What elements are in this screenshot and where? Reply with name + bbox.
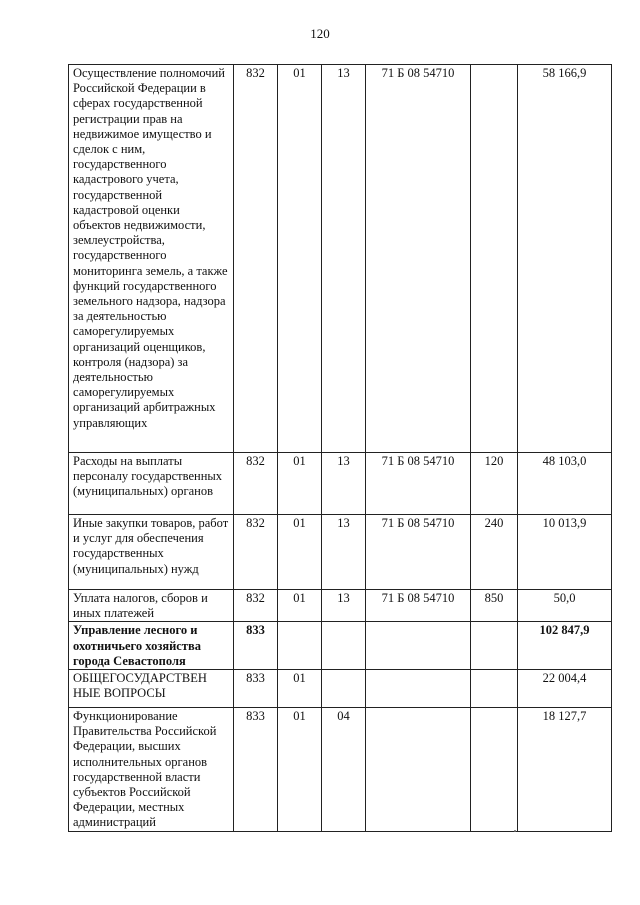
row-name: Функционирование Правительства Российской Федерации, высших исполнительных органов государственной власти субъектов Российской Федерации, местных администраций	[69, 708, 234, 832]
row-name: Иные закупки товаров, работ и услуг для обеспечения государственных (муниципальных) нужд	[69, 515, 234, 590]
table-row	[69, 708, 612, 832]
budget-table	[68, 64, 612, 832]
table-row	[69, 670, 612, 708]
row-subsection: 04	[322, 708, 366, 832]
row-subsection: 13	[322, 65, 366, 453]
row-section	[278, 622, 322, 670]
row-section: 01	[278, 515, 322, 590]
row-code: 833	[234, 622, 278, 670]
row-subsection: 13	[322, 590, 366, 622]
row-subsection	[322, 670, 366, 708]
row-subsection: 13	[322, 515, 366, 590]
row-code: 833	[234, 670, 278, 708]
row-amount: 18 127,7	[518, 708, 612, 832]
table-row	[69, 590, 612, 622]
row-section: 01	[278, 453, 322, 515]
row-name: Осуществление полномочий Российской Федерации в сферах государственной регистрации прав на недвижимое имущество и сделок с ним, государственного кадастрового учета, государственной кадастровой оценки объектов недвижимости, землеустройства, государственного мониторинга земель, а также функций государственного земельного надзора, надзора за деятельностью саморегулируемых организаций оценщиков, контроля (надзора) за деятельностью саморегулируемых организаций арбитражных управляющих	[69, 65, 234, 453]
row-amount: 48 103,0	[518, 453, 612, 515]
row-code: 832	[234, 515, 278, 590]
row-expense-type: 850	[471, 590, 518, 622]
row-target: 71 Б 08 54710	[366, 453, 471, 515]
row-expense-type	[471, 670, 518, 708]
row-code: 832	[234, 590, 278, 622]
row-subsection	[322, 622, 366, 670]
row-amount: 102 847,9	[518, 622, 612, 670]
row-section: 01	[278, 590, 322, 622]
row-section: 01	[278, 708, 322, 832]
row-target: 71 Б 08 54710	[366, 590, 471, 622]
row-expense-type	[471, 708, 518, 832]
row-target: 71 Б 08 54710	[366, 515, 471, 590]
row-section: 01	[278, 65, 322, 453]
row-section: 01	[278, 670, 322, 708]
scan-speck	[514, 830, 516, 832]
row-name: Уплата налогов, сборов и иных платежей	[69, 590, 234, 622]
row-name: ОБЩЕГОСУДАРСТВЕН НЫЕ ВОПРОСЫ	[69, 670, 234, 708]
row-code: 832	[234, 65, 278, 453]
table-row	[69, 515, 612, 590]
row-target	[366, 708, 471, 832]
row-expense-type: 120	[471, 453, 518, 515]
row-amount: 10 013,9	[518, 515, 612, 590]
row-name: Расходы на выплаты персоналу государственных (муниципальных) органов	[69, 453, 234, 515]
row-expense-type	[471, 622, 518, 670]
page-number: 120	[310, 26, 330, 41]
table-row	[69, 622, 612, 670]
row-expense-type: 240	[471, 515, 518, 590]
row-code: 833	[234, 708, 278, 832]
row-code: 832	[234, 453, 278, 515]
row-target	[366, 622, 471, 670]
row-subsection: 13	[322, 453, 366, 515]
row-amount: 22 004,4	[518, 670, 612, 708]
table-row	[69, 453, 612, 515]
row-name: Управление лесного и охотничьего хозяйства города Севастополя	[69, 622, 234, 670]
table-row	[69, 65, 612, 453]
row-target	[366, 670, 471, 708]
row-amount: 58 166,9	[518, 65, 612, 453]
row-amount: 50,0	[518, 590, 612, 622]
row-expense-type	[471, 65, 518, 453]
row-target: 71 Б 08 54710	[366, 65, 471, 453]
